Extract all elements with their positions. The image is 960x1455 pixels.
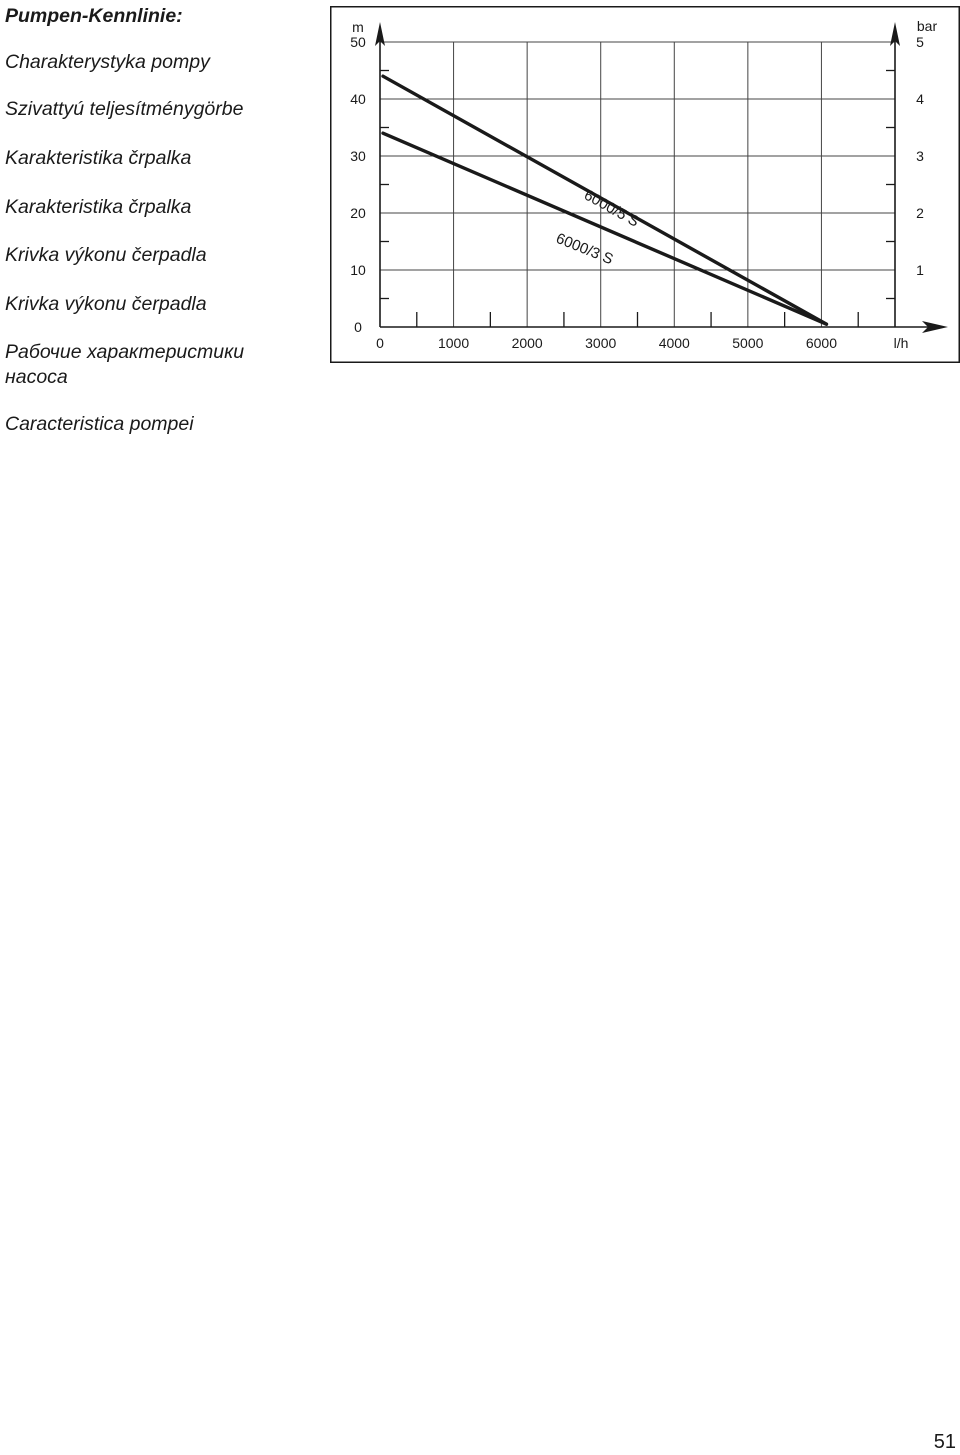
heading-karakteristika-1: Karakteristika črpalka bbox=[5, 147, 192, 169]
heading-charakterystyka-pompy: Charakterystyka pompy bbox=[5, 51, 210, 73]
series-label-6000-3s: 6000/3 S bbox=[553, 229, 616, 269]
y2-tick-label-4: 4 bbox=[916, 91, 924, 107]
pump-curve-chart bbox=[330, 6, 960, 363]
y2-tick-label-3: 3 bbox=[916, 148, 924, 164]
y-axis-unit-m: m bbox=[352, 19, 364, 35]
y-tick-label-40: 40 bbox=[350, 91, 366, 107]
x-tick-label-6000: 6000 bbox=[805, 335, 838, 351]
heading-szivattyu: Szivattyú teljesítménygörbe bbox=[5, 98, 244, 120]
heading-karakteristika-2: Karakteristika črpalka bbox=[5, 196, 192, 218]
heading-rabochie-line2: насоса bbox=[5, 366, 68, 388]
series-line-2 bbox=[383, 133, 826, 324]
chart-frame bbox=[331, 7, 960, 363]
x-tick-label-4000: 4000 bbox=[658, 335, 690, 351]
y2-axis-unit-bar: bar bbox=[916, 18, 938, 34]
series-label-6000-5s: 6000/5 S bbox=[581, 186, 642, 231]
y2-tick-label-2: 2 bbox=[916, 205, 924, 221]
y-tick-label-10: 10 bbox=[350, 262, 366, 278]
heading-rabochie-line1: Рабочие характеристики bbox=[5, 341, 245, 363]
x-tick-label-0: 0 bbox=[376, 335, 384, 351]
heading-krivka-1: Krivka výkonu čerpadla bbox=[5, 244, 207, 266]
heading-krivka-2: Krivka výkonu čerpadla bbox=[5, 293, 207, 315]
y-tick-label-30: 30 bbox=[350, 148, 366, 164]
x-tick-label-1000: 1000 bbox=[437, 335, 470, 351]
y2-tick-label-1: 1 bbox=[916, 262, 924, 278]
y-tick-label-50: 50 bbox=[350, 34, 366, 50]
x-tick-label-2000: 2000 bbox=[511, 335, 543, 351]
chart-svg bbox=[330, 6, 960, 363]
heading-pumpen-kennlinie: Pumpen-Kennlinie: bbox=[5, 5, 183, 27]
heading-caracteristica: Caracteristica pompei bbox=[5, 413, 194, 435]
y-tick-label-20: 20 bbox=[350, 205, 366, 221]
x-tick-label-3000: 3000 bbox=[585, 335, 617, 351]
page-number: 51 bbox=[933, 1431, 956, 1453]
y-tick-label-0: 0 bbox=[354, 319, 362, 335]
x-axis-unit-lh: l/h bbox=[893, 335, 909, 351]
y2-tick-label-5: 5 bbox=[916, 34, 924, 50]
x-tick-label-5000: 5000 bbox=[732, 335, 764, 351]
